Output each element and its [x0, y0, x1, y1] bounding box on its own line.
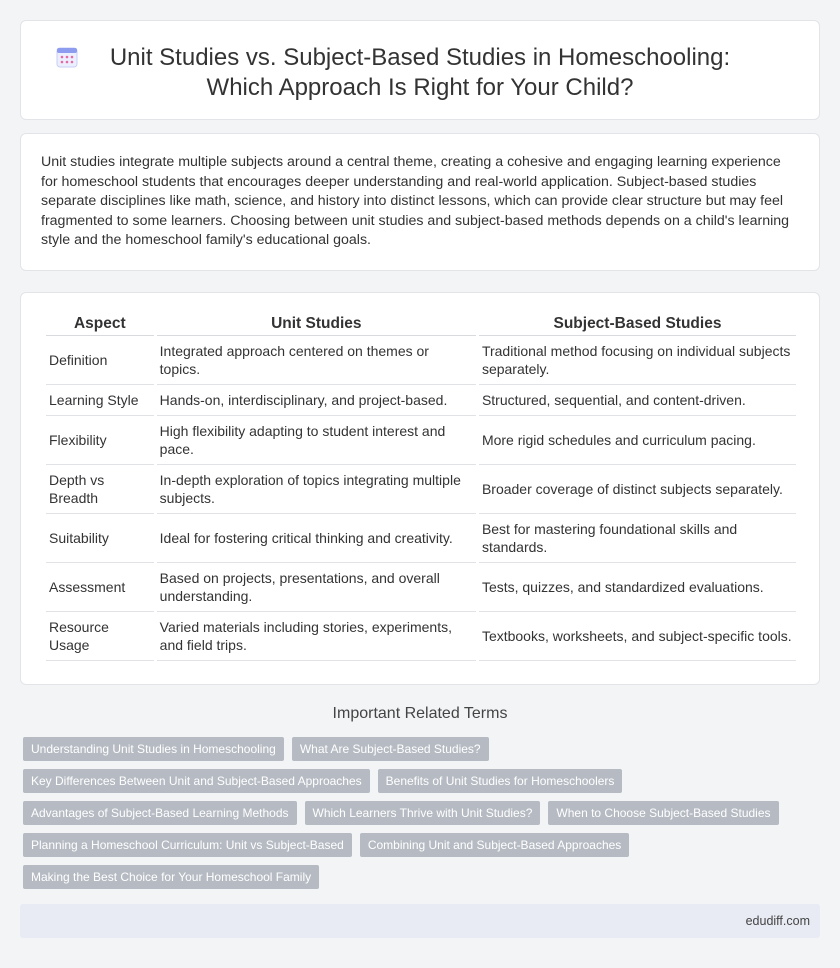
row-unit-value: Varied materials including stories, experiments, and field trips. [157, 612, 476, 661]
header-card [20, 20, 820, 120]
row-subject-value: Traditional method focusing on individual subjects separately. [479, 336, 796, 385]
header-subject-based: Subject-Based Studies [479, 311, 796, 336]
related-term-tag[interactable]: Making the Best Choice for Your Homeschool Family [23, 865, 319, 889]
footer-site-link[interactable]: edudiff.com [745, 914, 810, 928]
row-subject-value: Tests, quizzes, and standardized evaluations. [479, 563, 796, 612]
row-aspect: Flexibility [46, 416, 154, 465]
table-row [46, 336, 796, 385]
table-header-row [46, 311, 796, 336]
page-title: Unit Studies vs. Subject-Based Studies in Homeschooling: Which Approach Is Right for Your Child? [109, 44, 731, 101]
table-row [46, 416, 796, 465]
related-term-tag[interactable]: What Are Subject-Based Studies? [292, 737, 489, 761]
table-row [46, 612, 796, 661]
related-terms-title: Important Related Terms [332, 705, 508, 722]
row-unit-value: Ideal for fostering critical thinking and creativity. [157, 514, 476, 563]
header-unit-studies: Unit Studies [157, 311, 476, 336]
table-row [46, 465, 796, 514]
table-row [46, 385, 796, 416]
row-aspect: Assessment [46, 563, 154, 612]
row-aspect: Depth vs Breadth [46, 465, 154, 514]
intro-paragraph: Unit studies integrate multiple subjects around a central theme, creating a cohesive and engaging learning experience for homeschool students that encourages deeper understanding and real-world application. Subject-based studies separate disciplines like math, science, and history into distinct lessons, which can provide clear structure but may feel fragmented to some learners. Choosing between unit studies and subject-based methods depends on a child's learning style and the homeschool family's educational goals. [41, 154, 790, 249]
row-subject-value: Best for mastering foundational skills and standards. [479, 514, 796, 563]
row-subject-value: Broader coverage of distinct subjects separately. [479, 465, 796, 514]
row-unit-value: Integrated approach centered on themes or topics. [157, 336, 476, 385]
related-terms-list [23, 737, 813, 889]
related-term-tag[interactable]: Key Differences Between Unit and Subject-Based Approaches [23, 769, 370, 793]
related-term-tag[interactable]: Which Learners Thrive with Unit Studies? [305, 801, 541, 825]
related-term-tag[interactable]: Advantages of Subject-Based Learning Methods [23, 801, 297, 825]
table-row [46, 514, 796, 563]
row-aspect: Learning Style [46, 385, 154, 416]
row-unit-value: In-depth exploration of topics integrating multiple subjects. [157, 465, 476, 514]
table-row [46, 563, 796, 612]
comparison-card [20, 292, 820, 685]
row-unit-value: Hands-on, interdisciplinary, and project-based. [157, 385, 476, 416]
related-term-tag[interactable]: Understanding Unit Studies in Homeschooling [23, 737, 284, 761]
row-subject-value: More rigid schedules and curriculum pacing. [479, 416, 796, 465]
row-subject-value: Structured, sequential, and content-driven. [479, 385, 796, 416]
intro-card [20, 133, 820, 271]
row-aspect: Suitability [46, 514, 154, 563]
header-aspect: Aspect [46, 311, 154, 336]
row-unit-value: Based on projects, presentations, and overall understanding. [157, 563, 476, 612]
row-aspect: Definition [46, 336, 154, 385]
row-unit-value: High flexibility adapting to student interest and pace. [157, 416, 476, 465]
related-term-tag[interactable]: Combining Unit and Subject-Based Approaches [360, 833, 630, 857]
comparison-table [43, 311, 799, 661]
related-term-tag[interactable]: Benefits of Unit Studies for Homeschoolers [378, 769, 623, 793]
related-term-tag[interactable]: When to Choose Subject-Based Studies [548, 801, 778, 825]
footer [20, 904, 820, 938]
row-aspect: Resource Usage [46, 612, 154, 661]
row-subject-value: Textbooks, worksheets, and subject-specific tools. [479, 612, 796, 661]
related-term-tag[interactable]: Planning a Homeschool Curriculum: Unit vs Subject-Based [23, 833, 352, 857]
